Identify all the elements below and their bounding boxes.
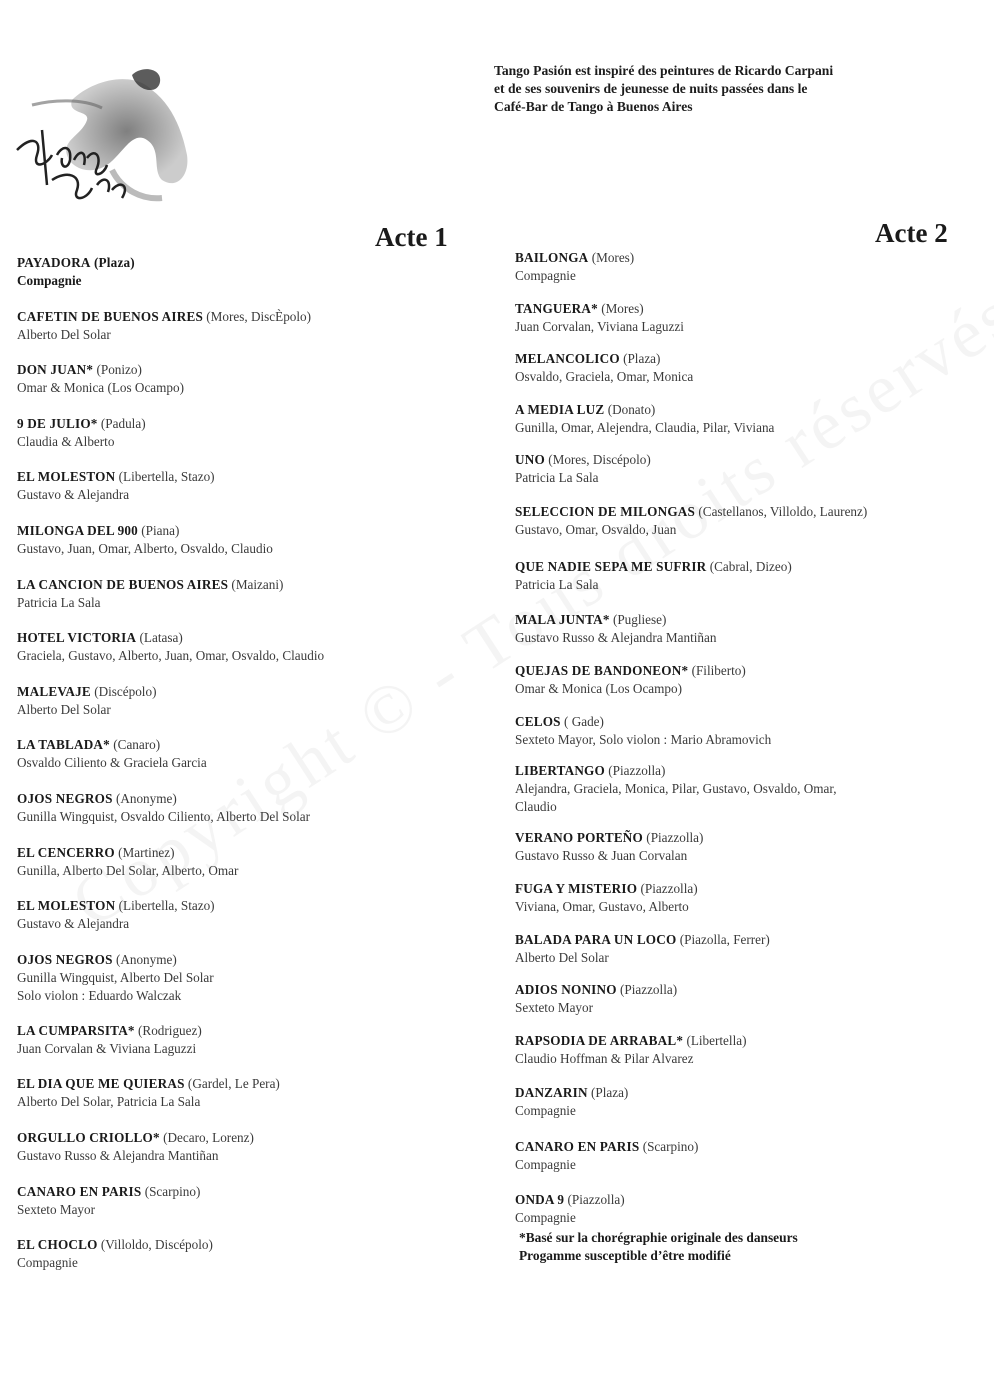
song-composer: (Latasa) xyxy=(139,630,183,646)
intro-line: Tango Pasión est inspiré des peintures de Ricardo Carpani xyxy=(494,63,834,78)
song-performers: Claudio Hoffman & Pilar Alvarez xyxy=(515,1050,694,1066)
program-entry xyxy=(515,401,985,452)
song-performers: Sexteto Mayor, Solo violon : Mario Abramovich xyxy=(515,732,772,748)
song-composer: (Gardel, Le Pera) xyxy=(187,1076,280,1092)
song-performers: Gustavo Russo & Alejandra Mantiñan xyxy=(515,630,717,646)
program-entry xyxy=(17,1129,487,1183)
program-entry xyxy=(17,844,487,898)
program-entry xyxy=(17,415,487,469)
song-performers: Gustavo Russo & Juan Corvalan xyxy=(515,848,688,864)
song-title: PAYADORA xyxy=(17,255,91,270)
song-title: ONDA 9 xyxy=(515,1191,565,1207)
program-entry xyxy=(515,350,985,401)
song-performers: Omar & Monica (Los Ocampo) xyxy=(17,380,184,396)
footnote xyxy=(519,1229,979,1265)
song-title: QUEJAS DE BANDONEON* xyxy=(515,663,689,679)
song-composer: (Piazzolla) xyxy=(640,880,698,896)
song-title: VERANO PORTEÑO xyxy=(515,830,643,846)
song-composer: (Scarpino) xyxy=(144,1183,201,1199)
program-entry xyxy=(17,468,487,522)
song-performers: Omar & Monica (Los Ocampo) xyxy=(515,681,682,697)
song-performers: Gustavo, Omar, Osvaldo, Juan xyxy=(515,522,677,538)
song-composer: (Piazolla, Ferrer) xyxy=(679,931,770,947)
song-title: EL MOLESTON xyxy=(17,898,116,914)
song-composer: (Mores) xyxy=(601,300,644,316)
program-entry xyxy=(515,829,985,880)
song-composer: (Mores) xyxy=(591,250,635,265)
program-entry xyxy=(17,308,487,362)
song-performers: Osvaldo Ciliento & Graciela Garcia xyxy=(17,755,207,771)
song-title: LA CUMPARSITA* xyxy=(17,1022,135,1038)
song-composer: (Discépolo) xyxy=(94,683,157,699)
song-composer: (Scarpino) xyxy=(642,1138,699,1154)
song-composer: (Martinez) xyxy=(118,844,175,860)
song-title: EL CHOCLO xyxy=(17,1237,98,1253)
song-composer: (Piana) xyxy=(141,522,180,538)
song-performers: Sexteto Mayor xyxy=(17,1201,96,1217)
song-title: TANGUERA* xyxy=(515,300,598,316)
song-performers: Gustavo, Juan, Omar, Alberto, Osvaldo, Claudio xyxy=(17,540,273,556)
song-title: BAILONGA xyxy=(515,250,589,265)
program-entry xyxy=(515,931,985,982)
song-performers: Alberto Del Solar xyxy=(17,701,111,717)
song-composer: (Piazzolla) xyxy=(608,763,666,779)
program-entry xyxy=(17,951,487,1022)
song-performers: Sexteto Mayor xyxy=(515,1000,594,1016)
song-performers: Gustavo & Alejandra xyxy=(17,487,130,503)
song-composer: (Decaro, Lorenz) xyxy=(163,1129,254,1145)
song-title: LA CANCION DE BUENOS AIRES xyxy=(17,576,229,592)
program-entry xyxy=(515,558,985,611)
song-performers: Gustavo Russo & Alejandra Mantiñan xyxy=(17,1147,219,1163)
song-composer: (Plaza) xyxy=(623,351,661,367)
song-performers: Gunilla Wingquist, Osvaldo Ciliento, Alberto Del Solar xyxy=(17,808,310,824)
program-entry xyxy=(17,629,487,683)
song-title: MALA JUNTA* xyxy=(515,612,610,628)
act1-title: Acte 1 xyxy=(375,222,448,252)
song-title: FUGA Y MISTERIO xyxy=(515,880,638,896)
program-entry xyxy=(515,880,985,931)
song-performers: Claudia & Alberto xyxy=(17,433,115,449)
song-title: EL DIA QUE ME QUIERAS xyxy=(17,1076,185,1092)
song-performers: Alberto Del Solar xyxy=(17,326,111,342)
song-performers: Compagnie xyxy=(515,268,576,283)
song-composer: (Rodriguez) xyxy=(138,1022,202,1038)
song-performers: Gunilla Wingquist, Alberto Del Solar xyxy=(17,969,214,985)
song-title: HOTEL VICTORIA xyxy=(17,630,137,646)
footnote-line: Progamme susceptible d’être modifié xyxy=(519,1248,731,1263)
program-entry xyxy=(515,1032,985,1084)
song-title: LA TABLADA* xyxy=(17,737,110,753)
program-entry xyxy=(515,300,985,351)
song-title: MALEVAJE xyxy=(17,683,91,699)
song-performers: Compagnie xyxy=(515,1156,576,1172)
intro-line: et de ses souvenirs de jeunesse de nuits passées dans le xyxy=(494,81,808,96)
song-performers: Graciela, Gustavo, Alberto, Juan, Omar, Osvaldo, Claudio xyxy=(17,648,325,664)
song-performers: Gustavo & Alejandra xyxy=(17,916,130,932)
act2-program-list xyxy=(515,249,985,1241)
song-title: MILONGA DEL 900 xyxy=(17,522,138,538)
program-entry xyxy=(17,1236,487,1290)
song-performers: Juan Corvalan, Viviana Laguzzi xyxy=(515,318,684,334)
song-composer: (Pugliese) xyxy=(612,612,667,628)
program-entry xyxy=(17,576,487,630)
song-title: UNO xyxy=(515,452,545,468)
program-entry xyxy=(17,683,487,737)
song-performers: Alejandra, Graciela, Monica, Pilar, Gustavo, Osvaldo, Omar, xyxy=(515,781,837,797)
program-entry xyxy=(17,897,487,951)
song-title: 9 DE JULIO* xyxy=(17,415,98,431)
song-title: A MEDIA LUZ xyxy=(515,401,605,417)
song-title: OJOS NEGROS xyxy=(17,951,113,967)
song-composer: (Plaza) xyxy=(93,255,135,270)
program-entry xyxy=(515,503,985,558)
song-title: CAFETIN DE BUENOS AIRES xyxy=(17,308,203,324)
song-composer: (Libertella, Stazo) xyxy=(118,469,215,485)
song-composer: (Piazzolla) xyxy=(646,830,704,846)
song-composer: (Mores, Discépolo) xyxy=(548,452,651,468)
program-entry xyxy=(17,790,487,844)
song-composer: (Cabral, Dizeo) xyxy=(709,559,792,575)
song-composer: (Canaro) xyxy=(113,737,161,753)
song-performers: Patricia La Sala xyxy=(515,577,599,593)
song-composer: (Filiberto) xyxy=(691,663,746,679)
program-entry xyxy=(17,361,487,415)
song-performers: Alberto Del Solar xyxy=(515,949,609,965)
song-title: DON JUAN* xyxy=(17,362,94,378)
program-entry xyxy=(17,1022,487,1076)
song-composer: (Padula) xyxy=(100,415,146,431)
program-entry xyxy=(515,981,985,1032)
song-title: ORGULLO CRIOLLO* xyxy=(17,1129,160,1145)
intro-line: Café-Bar de Tango à Buenos Aires xyxy=(494,99,693,114)
program-entry xyxy=(515,713,985,762)
song-title: BALADA PARA UN LOCO xyxy=(515,931,677,947)
song-title: OJOS NEGROS xyxy=(17,790,113,806)
program-entry xyxy=(17,1183,487,1237)
song-composer: (Piazzolla) xyxy=(567,1191,625,1207)
song-composer: ( Gade) xyxy=(564,714,604,730)
act2-title: Acte 2 xyxy=(875,218,948,248)
program-entry xyxy=(515,1084,985,1138)
song-composer: (Piazzolla) xyxy=(619,982,678,998)
program-entry xyxy=(17,736,487,790)
song-title: EL CENCERRO xyxy=(17,844,115,860)
song-composer: (Libertella) xyxy=(686,1032,747,1048)
song-title: CANARO EN PARIS xyxy=(515,1138,640,1154)
song-performers: Patricia La Sala xyxy=(515,470,599,486)
song-title: DANZARIN xyxy=(515,1084,588,1100)
program-entry xyxy=(515,1138,985,1191)
song-performers: Gunilla, Omar, Alejendra, Claudia, Pilar, Viviana xyxy=(515,419,775,435)
song-performers: Juan Corvalan & Viviana Laguzzi xyxy=(17,1040,197,1056)
song-composer: (Mores, DiscÈpolo) xyxy=(206,308,312,324)
program-entry xyxy=(515,249,985,300)
song-title: EL MOLESTON xyxy=(17,469,116,485)
song-composer: (Anonyme) xyxy=(115,790,177,806)
song-composer: (Castellanos, Villoldo, Laurenz) xyxy=(698,504,868,520)
song-title: CANARO EN PARIS xyxy=(17,1183,142,1199)
song-extra-performers: Solo violon : Eduardo Walczak xyxy=(17,987,182,1003)
song-composer: (Anonyme) xyxy=(115,951,177,967)
song-composer: (Libertella, Stazo) xyxy=(118,898,215,914)
song-performers: Viviana, Omar, Gustavo, Alberto xyxy=(515,898,689,914)
intro-text xyxy=(494,62,969,116)
tango-pasion-logo xyxy=(12,60,202,210)
song-performers: Compagnie xyxy=(515,1209,576,1225)
song-title: ADIOS NONINO xyxy=(515,982,617,998)
song-title: SELECCION DE MILONGAS xyxy=(515,504,696,520)
song-performers: Compagnie xyxy=(17,273,82,288)
song-performers: Patricia La Sala xyxy=(17,594,101,610)
song-composer: (Villoldo, Discépolo) xyxy=(100,1237,213,1253)
song-title: LIBERTANGO xyxy=(515,763,605,779)
song-composer: (Maizani) xyxy=(231,576,284,592)
program-entry xyxy=(515,451,985,503)
song-composer: (Plaza) xyxy=(590,1084,629,1100)
song-title: MELANCOLICO xyxy=(515,351,620,367)
song-title: QUE NADIE SEPA ME SUFRIR xyxy=(515,559,707,575)
program-entry xyxy=(515,611,985,662)
song-performers: Compagnie xyxy=(17,1255,78,1271)
program-entry xyxy=(17,254,487,308)
program-entry xyxy=(17,522,487,576)
act1-program-list xyxy=(17,254,487,1290)
song-composer: (Ponizo) xyxy=(96,362,142,378)
program-entry xyxy=(17,1075,487,1129)
song-performers: Compagnie xyxy=(515,1102,576,1118)
song-title: RAPSODIA DE ARRABAL* xyxy=(515,1032,684,1048)
song-performers: Osvaldo, Graciela, Omar, Monica xyxy=(515,369,694,385)
song-composer: (Donato) xyxy=(607,401,656,417)
song-extra-performers: Claudio xyxy=(515,799,557,815)
song-title: CELOS xyxy=(515,714,561,730)
program-entry xyxy=(515,662,985,713)
song-performers: Gunilla, Alberto Del Solar, Alberto, Omar xyxy=(17,862,239,878)
song-performers: Alberto Del Solar, Patricia La Sala xyxy=(17,1094,201,1110)
program-entry xyxy=(515,762,985,829)
footnote-line: *Basé sur la chorégraphie originale des danseurs xyxy=(519,1230,798,1245)
